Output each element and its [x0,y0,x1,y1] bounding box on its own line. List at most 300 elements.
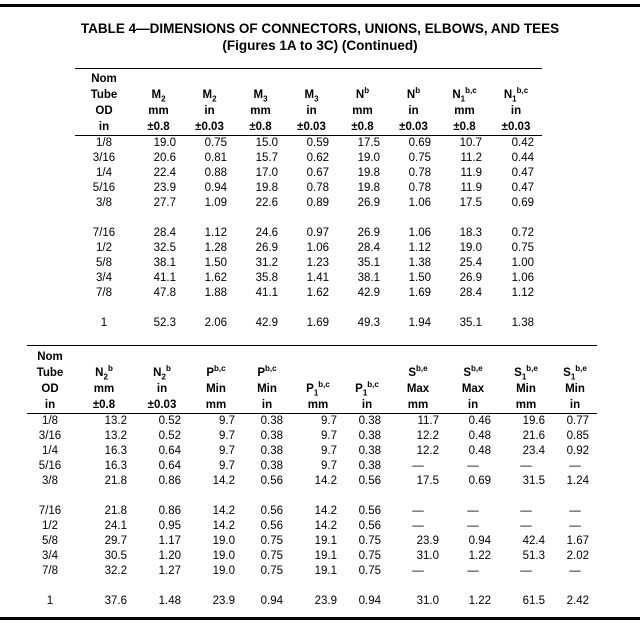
column-header: Max [461,383,485,395]
value-cell: 31.5 [522,475,545,487]
column-header: mm [189,397,243,414]
column-header: in [408,105,419,117]
value-cell: 29.7 [104,535,127,547]
value-cell: — [569,505,581,517]
value-cell: 1.12 [511,287,534,299]
column-header: P$^{b,c}$ [206,364,226,379]
value-cell: 9.7 [321,415,337,427]
value-cell: 42.4 [522,535,545,547]
value-cell: — [467,565,479,577]
value-cell: 0.52 [158,430,181,442]
value-cell: 0.48 [468,430,491,442]
column-header: $S_1^{b,e}$ [563,364,587,382]
value-cell: 25.4 [459,257,482,269]
value-cell: 0.85 [566,430,589,442]
value-cell: 31.0 [416,595,439,607]
value-cell: 38.1 [357,272,380,284]
value-cell: 0.81 [204,152,227,164]
value-cell: 11.9 [460,167,482,179]
value-cell: 14.2 [314,475,337,487]
value-cell: 12.2 [416,430,439,442]
value-cell: 52.3 [153,317,176,329]
value-cell: 13.2 [104,415,127,427]
value-cell: 49.3 [357,317,380,329]
value-cell: 41.1 [153,272,176,284]
column-header: ±0.03 [184,119,235,136]
tube-size-cell: 7/8 [42,565,58,577]
column-header: in [156,383,168,395]
value-cell: 0.95 [158,520,181,532]
value-cell: 61.5 [522,595,545,607]
value-cell: 31.2 [255,257,278,269]
value-cell: — [412,505,424,517]
table-row [27,564,597,579]
value-cell: 0.38 [260,415,283,427]
value-cell: 1.62 [204,272,227,284]
header-row [75,71,542,87]
value-cell: 0.88 [204,167,227,179]
value-cell: 0.48 [468,445,491,457]
value-cell: 0.78 [408,182,431,194]
value-cell: 1.12 [408,242,431,254]
value-cell: 0.56 [260,520,283,532]
tube-size-cell: 5/8 [42,535,58,547]
value-cell: — [467,520,479,532]
value-cell: 37.6 [104,595,127,607]
value-cell: — [467,505,479,517]
column-header: mm [148,105,169,117]
value-cell: 35.1 [357,257,380,269]
column-header: Max [406,383,430,395]
value-cell: 0.46 [468,415,491,427]
value-cell: 9.7 [321,445,337,457]
value-cell: 0.38 [358,445,381,457]
value-cell: 0.86 [158,475,181,487]
value-cell: 19.6 [522,415,545,427]
nom-tube-header: in [75,119,133,136]
value-cell: 0.62 [306,152,329,164]
value-cell: 19.0 [212,535,235,547]
group-spacer [27,489,597,504]
column-header: $S_1^{b,e}$ [514,364,538,382]
dimensions-table-1 [75,71,542,331]
column-header: ±0.8 [133,119,184,136]
column-header: mm [499,397,553,414]
value-cell: — [520,460,532,472]
value-cell: 26.9 [459,272,482,284]
column-header: Min [565,383,585,395]
value-cell: 32.5 [153,242,176,254]
value-cell: 0.97 [306,227,329,239]
top-rule [0,4,640,7]
value-cell: 1.17 [158,535,181,547]
value-cell: 0.86 [158,505,181,517]
tube-size-cell: 1 [46,595,54,607]
column-header: in [510,105,522,117]
value-cell: — [520,520,532,532]
table-row [75,151,542,166]
value-cell: 19.0 [357,152,380,164]
table-row [75,271,542,286]
value-cell: 0.69 [408,137,431,149]
value-cell: 1.41 [306,272,329,284]
table-row [75,181,542,196]
value-cell: 23.9 [416,535,439,547]
table-row [75,286,542,301]
value-cell: 15.7 [255,152,278,164]
nom-tube-header: OD [41,383,59,395]
value-cell: 1.06 [408,227,431,239]
column-header: ±0.8 [73,397,135,414]
column-header: ±0.8 [235,119,286,136]
value-cell: 0.38 [358,460,381,472]
value-cell: — [569,520,581,532]
column-header: $N_1^{b,c}$ [452,86,477,104]
column-header: ±0.03 [135,397,189,414]
tube-size-cell: 7/16 [92,227,116,239]
tube-size-cell: 5/16 [92,182,116,194]
value-cell: 0.75 [260,550,283,562]
value-cell: 0.89 [306,197,329,209]
value-cell: 1.88 [204,287,227,299]
value-cell: 28.4 [153,227,176,239]
column-header: mm [454,105,475,117]
value-cell: 41.1 [255,287,278,299]
nom-tube-header: OD [95,105,113,117]
value-cell: 42.9 [357,287,380,299]
table-row [75,196,542,211]
value-cell: 1.22 [468,550,491,562]
value-cell: 32.2 [104,565,127,577]
value-cell: 21.6 [522,430,545,442]
value-cell: 16.3 [104,445,127,457]
value-cell: 1.06 [511,272,534,284]
value-cell: 26.9 [357,227,380,239]
value-cell: 16.3 [104,460,127,472]
table-subtitle: (Figures 1A to 3C) (Continued) [222,38,418,53]
value-cell: 17.0 [255,167,278,179]
value-cell: 28.4 [459,287,482,299]
value-cell: 42.9 [255,317,278,329]
value-cell: 19.0 [212,550,235,562]
table-row [27,414,597,430]
value-cell: 0.77 [566,415,589,427]
table-row [75,166,542,181]
table-row [27,474,597,489]
tube-size-cell: 1/8 [42,415,58,427]
column-header: mm [291,397,345,414]
tube-size-cell: 7/16 [38,505,62,517]
column-header: Min [516,383,536,395]
value-cell: 12.2 [416,445,439,457]
value-cell: 24.6 [255,227,278,239]
value-cell: 1.09 [204,197,227,209]
value-cell: — [412,565,424,577]
value-cell: 1.62 [306,287,329,299]
column-header: in [204,105,215,117]
value-cell: 2.02 [566,550,589,562]
value-cell: 0.38 [260,460,283,472]
value-cell: 35.8 [255,272,278,284]
value-cell: 0.69 [468,475,491,487]
value-cell: 24.1 [104,520,127,532]
tube-size-cell: 5/16 [38,460,62,472]
column-header: in [306,105,317,117]
column-header: ±0.03 [388,119,439,136]
table-row [75,256,542,271]
value-cell: 9.7 [219,445,235,457]
value-cell: 0.75 [358,565,381,577]
value-cell: 0.78 [306,182,329,194]
table-row [27,504,597,519]
value-cell: 35.1 [459,317,482,329]
group-spacer [75,211,542,226]
table-row [75,226,542,241]
value-cell: 19.8 [255,182,278,194]
value-cell: 27.7 [153,197,176,209]
value-cell: 1.48 [158,595,181,607]
value-cell: 47.8 [153,287,176,299]
value-cell: 0.38 [358,430,381,442]
value-cell: 23.9 [314,595,337,607]
table-row [27,444,597,459]
value-cell: 0.56 [260,505,283,517]
value-cell: 0.47 [511,167,534,179]
value-cell: 18.3 [459,227,482,239]
value-cell: 14.2 [212,475,235,487]
column-header: $N_2^b$ [95,364,113,382]
value-cell: 1.06 [408,197,431,209]
column-header: $N^b$ [355,86,370,101]
column-header: mm [250,105,271,117]
nom-tube-header: Nom [37,351,63,363]
value-cell: 0.38 [358,415,381,427]
table-row [75,241,542,256]
value-cell: 0.59 [306,137,329,149]
table-row [27,459,597,474]
value-cell: 38.1 [153,257,176,269]
value-cell: 0.56 [358,520,381,532]
value-cell: 26.9 [255,242,278,254]
value-cell: 1.20 [158,550,181,562]
value-cell: 1.69 [408,287,431,299]
tube-size-cell: 3/8 [96,197,112,209]
value-cell: 0.64 [158,445,181,457]
column-header: ±0.8 [337,119,388,136]
column-header: $M_3$ [304,89,319,104]
value-cell: 19.0 [212,565,235,577]
table-row [27,429,597,444]
value-cell: 2.06 [204,317,227,329]
value-cell: 14.2 [314,520,337,532]
value-cell: 0.69 [511,197,534,209]
value-cell: 0.47 [511,182,534,194]
value-cell: 0.75 [511,242,534,254]
tube-size-cell: 7/8 [96,287,112,299]
header-row [27,381,597,397]
column-header: S$^{b,e}$ [408,364,428,379]
value-cell: 0.94 [260,595,283,607]
value-cell: 1.28 [204,242,227,254]
column-header: Min [206,383,226,395]
header-row [27,349,597,365]
table1-top-rule [75,68,542,69]
tube-size-cell: 1/2 [96,242,112,254]
column-header: S$^{b,e}$ [463,364,483,379]
value-cell: 0.94 [468,535,491,547]
value-cell: 1.38 [408,257,431,269]
value-cell: 19.0 [153,137,176,149]
value-cell: 1.27 [158,565,181,577]
value-cell: 11.9 [460,182,482,194]
value-cell: 21.8 [104,475,127,487]
value-cell: 31.0 [416,550,439,562]
value-cell: 19.1 [314,565,337,577]
value-cell: 14.2 [212,520,235,532]
nom-tube-header: Tube [36,367,64,379]
table-row [75,316,542,331]
value-cell: 0.75 [358,535,381,547]
column-header: $N_1^{b,c}$ [503,86,529,104]
value-cell: 15.0 [255,137,278,149]
header-row [75,119,542,136]
header-row [75,103,542,119]
value-cell: 0.75 [358,550,381,562]
value-cell: 1.24 [566,475,589,487]
value-cell: 0.56 [358,505,381,517]
value-cell: 19.8 [357,182,380,194]
value-cell: 9.7 [321,430,337,442]
tube-size-cell: 1 [100,317,108,329]
value-cell: 0.78 [408,167,431,179]
value-cell: 0.44 [511,152,534,164]
value-cell: 14.2 [314,505,337,517]
value-cell: 0.75 [260,535,283,547]
value-cell: 23.9 [153,182,176,194]
value-cell: 0.75 [408,152,431,164]
dimensions-table-2 [27,349,597,609]
column-header: in [553,397,597,414]
column-header: ±0.8 [439,119,490,136]
tube-size-cell: 3/4 [96,272,112,284]
value-cell: — [520,565,532,577]
value-cell: 0.38 [260,430,283,442]
column-header: $N^b$ [406,86,421,101]
value-cell: 20.6 [153,152,176,164]
value-cell: 17.5 [357,137,380,149]
column-header: ±0.03 [286,119,337,136]
table-row [27,519,597,534]
column-header: ±0.03 [490,119,542,136]
group-spacer [27,579,597,594]
value-cell: 1.12 [204,227,227,239]
nom-tube-header: in [27,397,73,414]
value-cell: 23.9 [212,595,235,607]
value-cell: 0.52 [158,415,181,427]
value-cell: — [520,505,532,517]
tube-size-cell: 1/4 [96,167,112,179]
value-cell: 2.42 [566,595,589,607]
value-cell: 51.3 [522,550,545,562]
value-cell: 0.75 [260,565,283,577]
header-row [27,365,597,381]
tube-size-cell: 1/4 [42,445,58,457]
column-header: in [243,397,291,414]
value-cell: 9.7 [321,460,337,472]
value-cell: 0.42 [511,137,534,149]
value-cell: 1.50 [408,272,431,284]
column-header: P$^{b,c}$ [257,364,277,379]
value-cell: 26.9 [357,197,380,209]
value-cell: 10.7 [459,137,482,149]
value-cell: — [467,460,479,472]
table-title: TABLE 4—DIMENSIONS OF CONNECTORS, UNIONS, ELBOWS, AND TEES [80,21,560,36]
value-cell: 19.1 [314,535,337,547]
value-cell: 0.56 [358,475,381,487]
tube-size-cell: 3/8 [42,475,58,487]
header-row [27,397,597,414]
value-cell: 1.23 [306,257,329,269]
value-cell: 0.94 [204,182,227,194]
column-header: $M_2$ [202,89,217,104]
column-header: in [447,397,499,414]
value-cell: — [569,460,581,472]
value-cell: 1.00 [511,257,534,269]
value-cell: 1.22 [468,595,491,607]
column-header: mm [352,105,373,117]
value-cell: 28.4 [357,242,380,254]
value-cell: 0.67 [306,167,329,179]
column-header: $P_1^{b,c}$ [306,380,330,398]
column-header: mm [389,397,447,414]
table-row [75,136,542,152]
value-cell: 0.38 [260,445,283,457]
column-header: $M_3$ [253,89,268,104]
value-cell: 0.56 [260,475,283,487]
value-cell: 9.7 [219,460,235,472]
value-cell: 1.94 [408,317,431,329]
column-header: mm [93,383,115,395]
nom-tube-header: Tube [90,89,118,101]
column-header: $M_2$ [151,89,166,104]
value-cell: 14.2 [212,505,235,517]
nom-tube-header: Nom [91,73,117,85]
value-cell: 19.1 [314,550,337,562]
value-cell: 1.50 [204,257,227,269]
value-cell: — [569,565,581,577]
tube-size-cell: 1/2 [42,520,58,532]
column-header: in [345,397,389,414]
value-cell: — [412,520,424,532]
value-cell: 1.38 [511,317,534,329]
tube-size-cell: 1/8 [96,137,112,149]
value-cell: 0.72 [511,227,534,239]
value-cell: 17.5 [459,197,482,209]
value-cell: 23.4 [522,445,545,457]
column-header: $P_1^{b,c}$ [355,380,379,398]
value-cell: 9.7 [219,430,235,442]
value-cell: 1.67 [566,535,589,547]
value-cell: 22.6 [255,197,278,209]
value-cell: 11.2 [460,152,482,164]
value-cell: 0.92 [566,445,589,457]
value-cell: 0.94 [358,595,381,607]
value-cell: 1.06 [306,242,329,254]
header-row [75,87,542,103]
tube-size-cell: 3/16 [92,152,116,164]
table-row [27,534,597,549]
tube-size-cell: 3/16 [38,430,62,442]
